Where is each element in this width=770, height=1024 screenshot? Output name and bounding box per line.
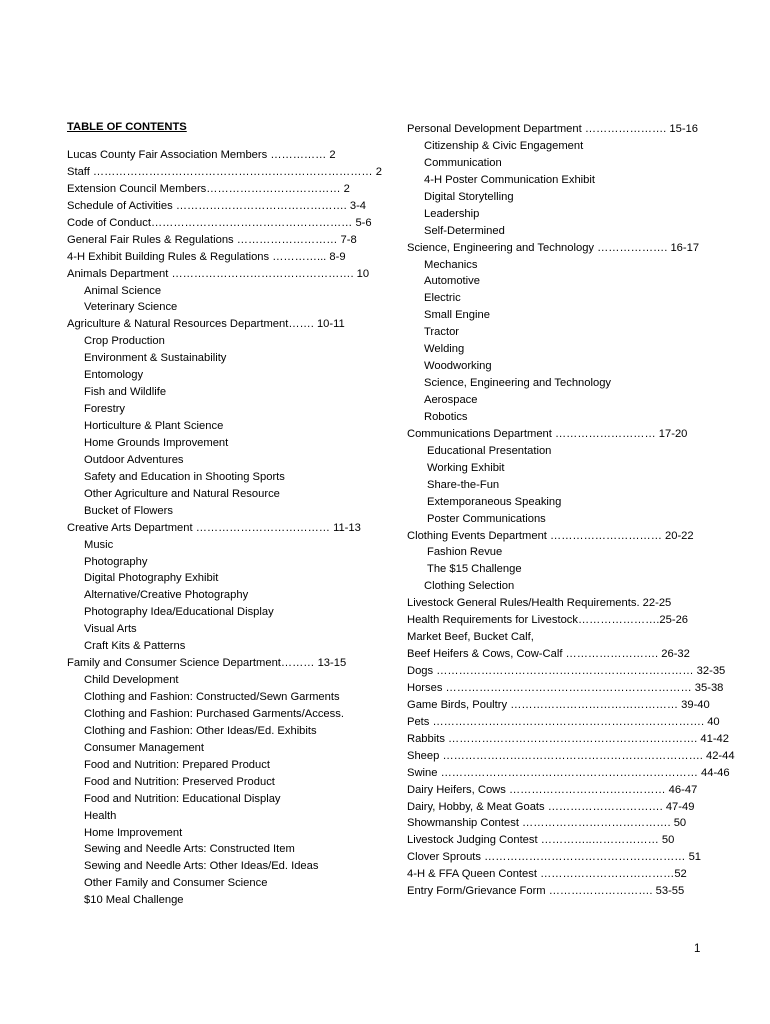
toc-subentry: Photography Idea/Educational Display [84, 606, 274, 619]
toc-subentry: Other Agriculture and Natural Resource [84, 487, 280, 500]
toc-entry: Dairy, Hobby, & Meat Goats …………………………. 47-49 [407, 800, 695, 813]
toc-subentry: Horticulture & Plant Science [84, 420, 224, 432]
toc-subentry: Communication [424, 156, 502, 169]
toc-entry: Personal Development Department …………………. 15-16 [407, 123, 698, 135]
toc-entry: Communications Department ……………………… 17-20 [407, 427, 688, 440]
toc-subentry: Visual Arts [84, 623, 137, 636]
toc-subentry: Consumer Management [84, 741, 205, 754]
toc-subentry: Tractor [424, 326, 460, 339]
toc-subentry: Mechanics [424, 258, 478, 271]
toc-entry: Entry Form/Grievance Form ………………………. 53-55 [407, 885, 685, 898]
toc-subentry: Other Family and Consumer Science [84, 877, 268, 890]
toc-subentry: The $15 Challenge [427, 563, 522, 576]
toc-subentry: Small Engine [424, 309, 490, 322]
toc-subentry: Self-Determined [424, 224, 505, 237]
toc-subentry: Animal Science [84, 284, 162, 297]
toc-subentry: Share-the-Fun [427, 478, 500, 491]
toc-entry: Showmanship Contest …………………………………. 50 [407, 817, 687, 830]
toc-subentry: Craft Kits & Patterns [84, 640, 186, 653]
toc-entry: Staff ………………………………………………………………… 2 [67, 165, 382, 178]
toc-subentry: Leadership [424, 207, 480, 220]
toc-subentry: Extemporaneous Speaking [427, 495, 562, 508]
toc-entry: Animals Department …………………………………………. 10 [67, 267, 370, 280]
toc-subentry: Fashion Revue [427, 546, 503, 559]
toc-subentry: Entomology [84, 369, 144, 382]
toc-subentry: Bucket of Flowers [84, 504, 173, 517]
toc-entry: Livestock Judging Contest …………..……………… 50 [407, 834, 675, 847]
toc-entry: Livestock General Rules/Health Requirements. 22-25 [407, 597, 672, 610]
toc-subentry: $10 Meal Challenge [84, 894, 184, 907]
toc-entry: Clothing Events Department ………………………… 20-22 [407, 529, 694, 542]
toc-subentry: Clothing and Fashion: Constructed/Sewn Garments [84, 691, 340, 703]
toc-subentry: Health [84, 809, 117, 822]
toc-subentry: Educational Presentation [427, 444, 552, 457]
toc-subentry: Veterinary Science [84, 301, 178, 314]
toc-entry: Dairy Heifers, Cows …………………………………… 46-47 [407, 783, 698, 796]
toc-entry: Clover Sprouts ……………………………………………… 51 [407, 851, 702, 864]
toc-entry: Schedule of Activities ………………………………………. 3-4 [67, 199, 367, 212]
toc-subentry: Safety and Education in Shooting Sports [84, 470, 285, 483]
toc-entry: Horses ………………………………………………………… 35-38 [407, 681, 724, 694]
toc-subentry: 4-H Poster Communication Exhibit [424, 173, 595, 186]
toc-subentry: Crop Production [84, 335, 165, 348]
toc-entry: Science, Engineering and Technology ………………. 16-17 [407, 241, 700, 254]
toc-subentry: Citizenship & Civic Engagement [424, 139, 584, 152]
toc-subentry: Outdoor Adventures [84, 453, 184, 466]
toc-entry: Sheep ……………………………………………………………. 42-44 [407, 749, 735, 762]
toc-right-column [407, 121, 735, 900]
toc-subentry: Sewing and Needle Arts: Other Ideas/Ed. Ideas [84, 860, 319, 873]
toc-entry: Health Requirements for Livestock………………….25-26 [407, 614, 689, 627]
toc-subentry: Poster Communications [427, 512, 546, 525]
toc-subentry: Electric [424, 292, 461, 305]
toc-subentry: Science, Engineering and Technology [424, 377, 612, 390]
toc-entry: Creative Arts Department ……………………………… 11-13 [67, 521, 361, 534]
toc-subentry: Food and Nutrition: Prepared Product [84, 758, 270, 771]
toc-subentry: Sewing and Needle Arts: Constructed Item [84, 843, 295, 856]
toc-subentry: Music [84, 538, 114, 551]
toc-title: TABLE OF CONTENTS [67, 121, 187, 133]
toc-subentry: Working Exhibit [427, 461, 505, 474]
toc-subentry: Food and Nutrition: Preserved Product [84, 775, 275, 788]
toc-entry: Market Beef, Bucket Calf, [407, 631, 534, 644]
toc-entry: Lucas County Fair Association Members …………… 2 [67, 149, 336, 161]
toc-subentry: Food and Nutrition: Educational Display [84, 792, 281, 805]
toc-subentry: Automotive [424, 275, 480, 288]
toc-entry: Agriculture & Natural Resources Department……. 10-11 [67, 318, 345, 331]
page-number: 1 [694, 943, 701, 955]
toc-subentry: Forestry [84, 403, 126, 416]
toc-entry: Code of Conduct……………………………………………… 5-6 [67, 216, 372, 229]
toc-subentry: Aerospace [424, 394, 478, 406]
toc-subentry: Photography [84, 555, 148, 568]
toc-subentry: Clothing and Fashion: Purchased Garments/Access. [84, 707, 344, 720]
toc-subentry: Home Improvement [84, 826, 183, 839]
toc-entry: Dogs …………………………………………………………… 32-35 [407, 665, 726, 677]
toc-subentry: Child Development [84, 674, 179, 687]
toc-left-column [67, 147, 382, 909]
toc-subentry: Fish and Wildlife [84, 386, 167, 399]
toc-subentry: Robotics [424, 410, 468, 423]
toc-entry: General Fair Rules & Regulations ……………………… 7-8 [67, 233, 357, 246]
toc-entry: 4-H Exhibit Building Rules & Regulations …………... 8-9 [67, 250, 346, 263]
toc-entry: Game Birds, Poultry ……………………………………… 39-40 [407, 698, 710, 711]
toc-entry: 4-H & FFA Queen Contest ………………………………52 [407, 868, 687, 881]
toc-subentry: Welding [424, 343, 465, 356]
toc-entry: Swine …………………………………………………………… 44-46 [407, 766, 730, 779]
toc-entry: Extension Council Members……………………………… 2 [67, 182, 350, 195]
toc-subentry: Home Grounds Improvement [84, 436, 229, 449]
toc-subentry: Woodworking [424, 360, 492, 373]
toc-subentry: Digital Storytelling [424, 190, 514, 203]
toc-subentry: Clothing Selection [424, 580, 515, 593]
toc-subentry: Environment & Sustainability [84, 352, 227, 365]
toc-subentry: Clothing and Fashion: Other Ideas/Ed. Exhibits [84, 724, 317, 737]
toc-subentry: Digital Photography Exhibit [84, 572, 219, 585]
toc-entry: Beef Heifers & Cows, Cow-Calf ……………………. 26-32 [407, 648, 690, 661]
toc-entry: Family and Consumer Science Department……… 13-15 [67, 657, 347, 670]
toc-entry: Rabbits …………………………………………………………. 41-42 [407, 732, 729, 745]
toc-entry: Pets ………………………………………………………………. 40 [407, 715, 720, 728]
toc-subentry: Alternative/Creative Photography [84, 589, 249, 602]
